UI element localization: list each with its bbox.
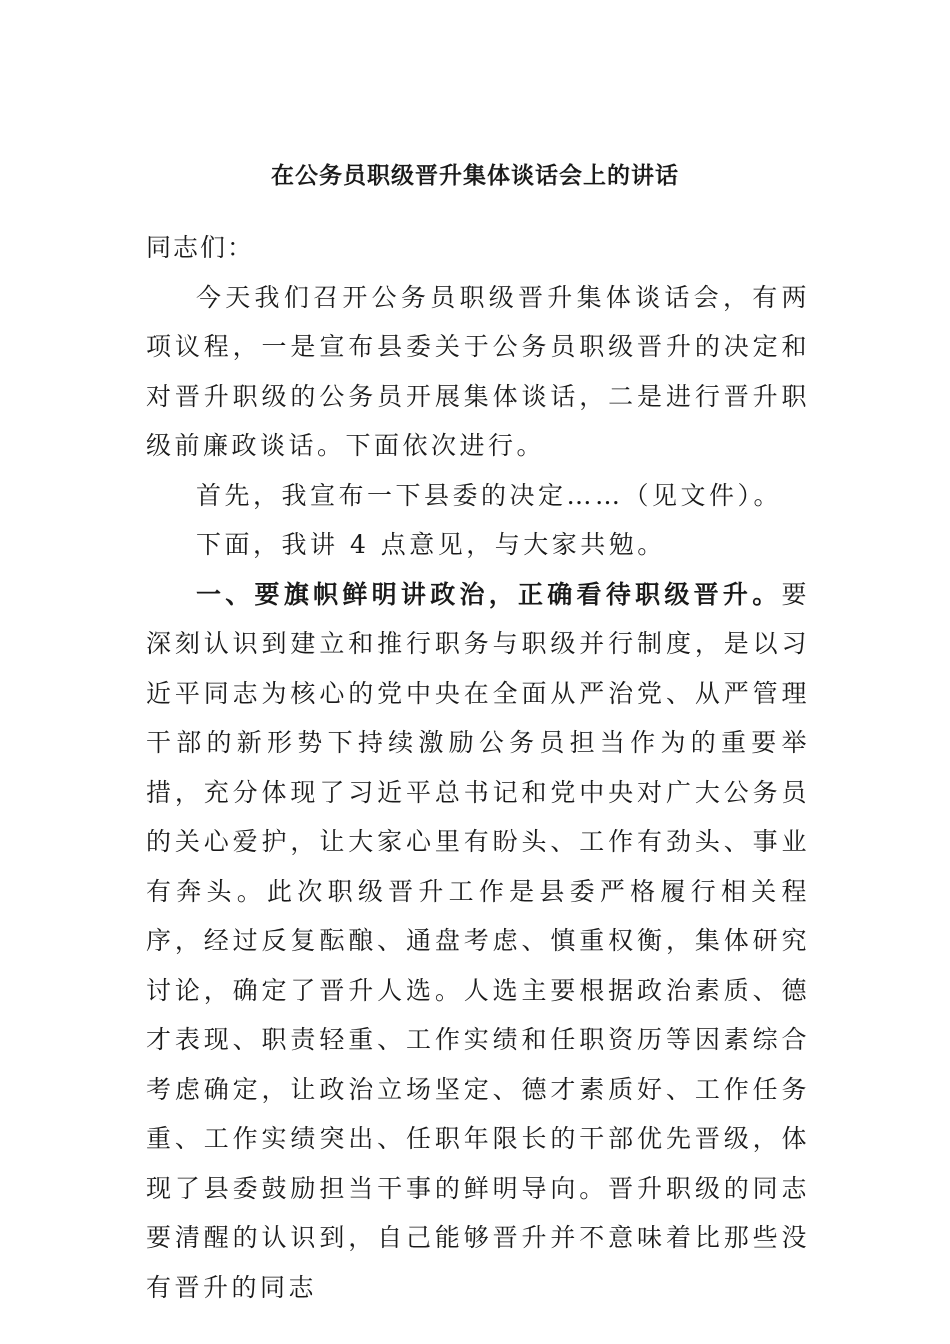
salutation: 同志们： <box>146 233 255 262</box>
paragraph-section-1 <box>146 570 810 1313</box>
paragraph-announcement: 首先，我宣布一下县委的决定……（见文件）。 <box>196 480 783 510</box>
paragraph-agenda: 今天我们召开公务员职级晋升集体谈话会，有两项议程，一是宣布县委关于公务员职级晋升的决定和对晋升职级的公务员开展集体谈话，二是进行晋升职级前廉政谈话。下面依次进行。 <box>146 282 810 460</box>
section-1-text: 要深刻认识到建立和推行职务与职级并行制度，是以习近平同志为核心的党中央在全面从严治党、从严管理干部的新形势下持续激励公务员担当作为的重要举措，充分体现了习近平总书记和党中央对广大公务员的关心爱护，让大家心里有盼头、工作有劲头、事业有奔头。此次职级晋升工作是县委严格履行相关程序，经过反复酝酿、通盘考虑、慎重权衡，集体研究讨论，确定了晋升人选。人选主要根据政治素质、德才表现、职责轻重、工作实绩和任职资历等因素综合考虑确定，让政治立场坚定、德才素质好、工作任务重、工作实绩突出、任职年限长的干部优先晋级，体现了县委鼓励担当干事的鲜明导向。晋升职级的同志要清醒的认识到，自己能够晋升并不意味着比那些没有晋升的同志 <box>146 579 810 1302</box>
section-1-heading: 一、要旗帜鲜明讲政治，正确看待职级晋升。 <box>196 579 782 609</box>
document-body <box>146 223 810 1312</box>
paragraph-intro: 下面，我讲 4 点意见，与大家共勉。 <box>196 530 666 559</box>
document-title: 在公务员职级晋升集体谈话会上的讲话 <box>271 162 679 189</box>
